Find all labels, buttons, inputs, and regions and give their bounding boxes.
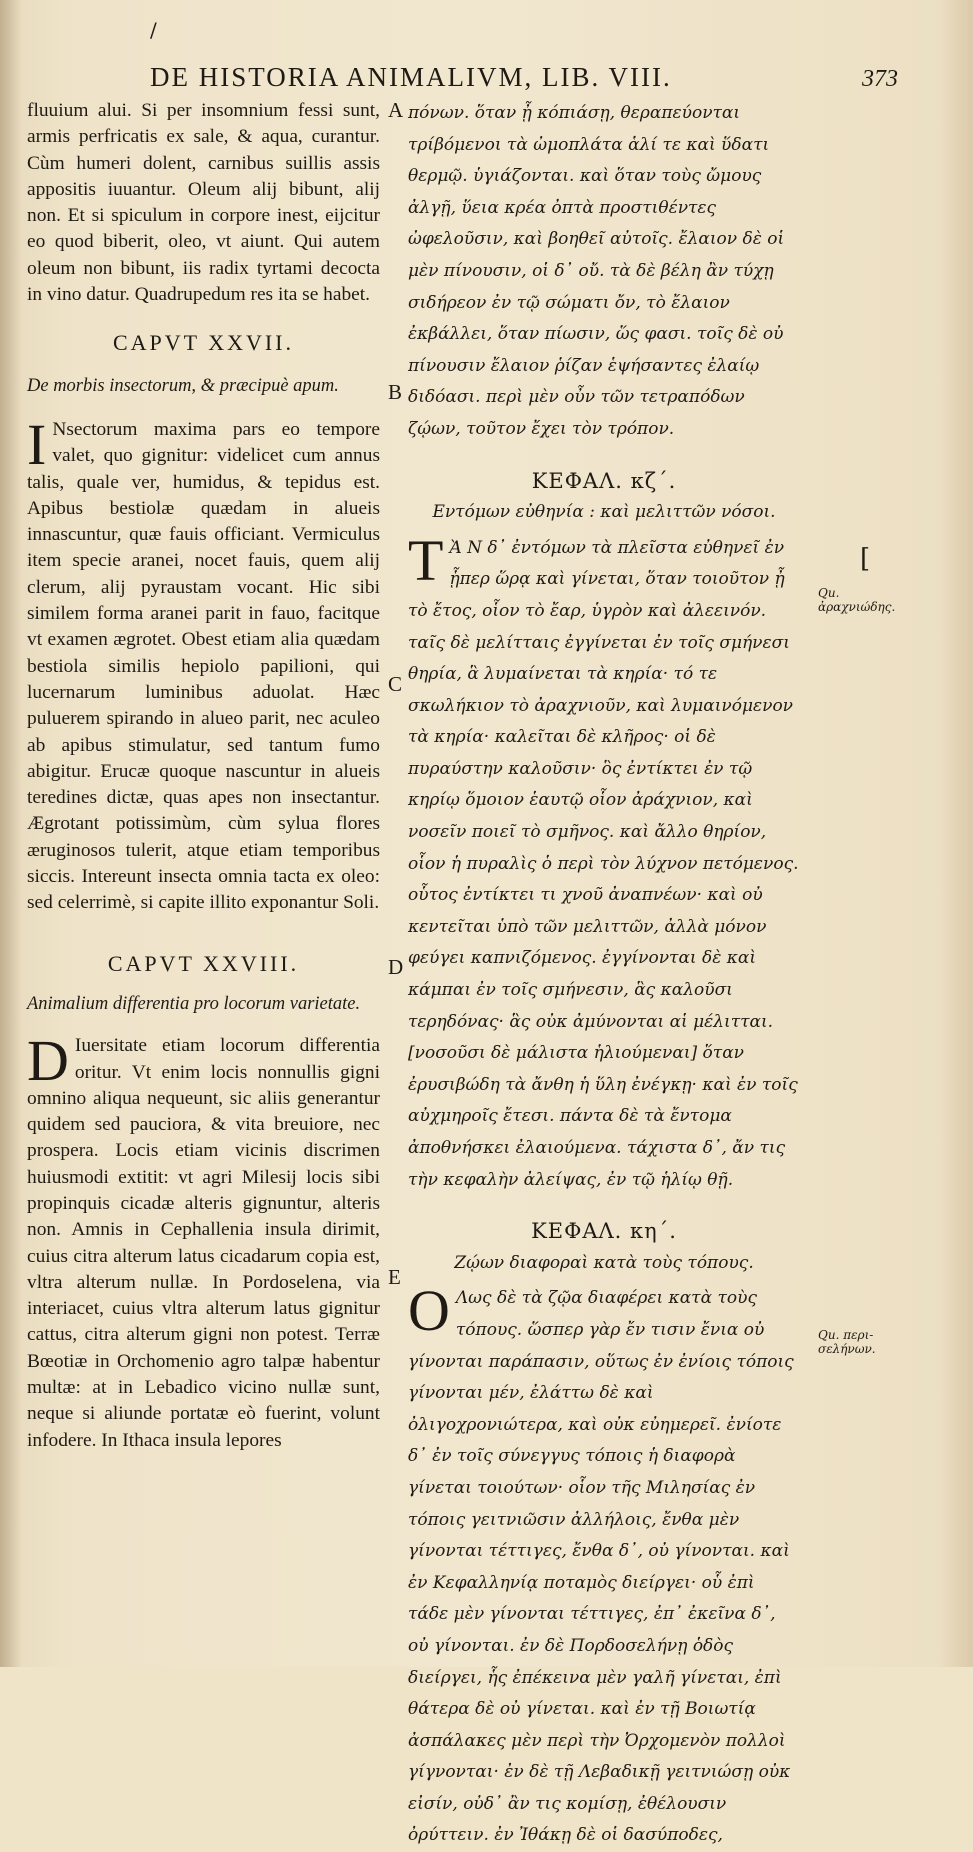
section-letter-a: A xyxy=(388,98,404,122)
section-letter-b: B xyxy=(388,380,403,404)
section-letter-c: C xyxy=(388,672,403,696)
greek-paragraph: Ο Λως δὲ τὰ ζῷα διαφέρει κατὰ τοὺς τόπους. ὥσπερ γὰρ ἔν τισιν ἔνια οὐ γίνονται παράπασιν, οὕτως ἐν ἐνίοις τόποις γίνονται μέν, ἐλάττω δὲ καὶ ὀλιγοχρονιώτερα, καὶ οὐκ εὐημερεῖ. ἐνίοτε δ᾽ ἐν τοῖς σύνεγγυς τόποις ἡ διαφορὰ γίνεται τοιούτων· οἷον τῆς Μιλησίας ἐν τόποις γειτνιῶσιν ἀλλήλοις, ἔνθα μὲν γίνονται τέττιγες, ἔνθα δ᾽, οὐ γίνονται. καὶ ἐν Κεφαλληνίᾳ ποταμὸς διείργει· οὗ ἐπὶ τάδε μὲν γίνονται τέττιγες, ἐπ᾽ ἐκεῖνα δ᾽, οὐ γίνονται. ἐν δὲ Πορδοσελήνῃ ὁδὸς διείργει, ἧς ἐπέκεινα μὲν γαλῆ γίνεται, ἐπὶ θάτερα δὲ οὐ γίνεται. καὶ ἐν τῇ Βοιωτίᾳ ἀσπάλακες μὲν περὶ τὴν Ὀρχομενὸν πολλοὶ γίγνονται· ἐν δὲ τῇ Λεβαδικῇ γειτνιώσῃ οὐκ εἰσίν, οὐδ᾽ ἂν τις κομίσῃ, ἐθέλουσιν ὀρύττειν. ἐν Ἰθάκῃ δὲ οἱ δασύποδες, xyxy=(408,1278,794,1846)
latin-paragraph: D Iuersitate etiam locorum differentia oritur. Vt enim locis nonnullis gigni omnino aliqua nequeunt, sic aliis generantur quidem sed pauciora, & vita breuiore, nec prospera. Locis etiam vicinis discrimen huiusmodi extitit: vt agri Milesij locis sibi propinquis cicadæ alteris gignuntur, alteris non. Amnis in Cephallenia insula dirimit, cuius citra alterum latus cicadarum copia est, vltra alterum nullæ. In Pordoselena, via interiacet, cuius vltra alterum latus gignitur cattus, citra alterum gigni non potest. Terræ Bœotiæ in Orchomenio agro talpæ habentur multæ: at in Lebadico vicino nullæ sunt, neque si aliunde portatæ eò fuerint, volunt infodere. In Ithaca insula lepores xyxy=(27,1028,380,1451)
latin-paragraph: fluuium alui. Si per insomnium fessi sunt, armis perfricatis ex sale, & aqua, curantur. Cùm humeri dolent, carnibus suillis assis appositis iuuantur. Oleum alij bibunt, alij non. Et si spiculum in corpore inest, eijcitur eo quod biberit, oleo, vt aiunt. Qui autem oleum non bibunt, iis radix tyrtami decocta in vino datur. Quadrupedum res ita se habet. xyxy=(27,100,380,306)
page-edge-stain xyxy=(937,0,973,1667)
section-letter-e: E xyxy=(388,1265,401,1289)
section-letter-d: D xyxy=(388,955,404,979)
marginal-note: Qu. περι-σελήνων. xyxy=(818,1328,876,1356)
drop-cap: Ο xyxy=(408,1278,450,1344)
binding-shadow xyxy=(0,0,22,1667)
chapter-heading: CAPVT XXVIII. xyxy=(107,950,300,976)
greek-chapter-heading: ΚΕΦΑΛ. κη´. xyxy=(531,1219,677,1244)
greek-chapter-heading: ΚΕΦΑΛ. κζ´. xyxy=(531,468,677,493)
greek-paragraph: Τ Ὰ Ν δ᾽ ἐντόμων τὰ πλεῖστα εὐθηνεῖ ἐν ᾗπερ ὥρᾳ καὶ γίνεται, ὅταν τοιοῦτον ᾖ τὸ ἔτος, οἷον τὸ ἔαρ, ὑγρὸν καὶ ἀλεεινόν. ταῖς δὲ μελίτταις ἐγγίνεται ἐν τοῖς σμήνεσι θηρία, ἃ λυμαίνεται τὰ κηρία· τό τε σκωλήκιον τὸ ἀραχνιοῦν, καὶ λυμαινόμενον τὰ κηρία· καλεῖται δὲ κλῆρος· οἱ δὲ πυραύστην καλοῦσιν· ὃς ἐντίκτει ἐν τῷ κηρίῳ ὅμοιον ἑαυτῷ οἷον ἀράχνιον, καὶ νοσεῖν ποιεῖ τὸ σμῆνος. καὶ ἄλλο θηρίον, οἷον ἡ πυραλὶς ὁ περὶ τὸν λύχνον πετόμενος. οὗτος ἐντίκτει τι χνοῦ ἀναπνέων· καὶ οὐ κεντεῖται ὑπὸ τῶν μελιττῶν, ἀλλὰ μόνον φεύγει καπνιζόμενος. ἐγγίνονται δὲ καὶ κάμπαι ἐν τοῖς σμήνεσιν, ἃς καλοῦσι τερηδόνας· ἃς οὐκ ἀμύνονται αἱ μέλιτται. [νοσοῦσι δὲ μάλιστα ἡλιούμεναι] ὅταν ἐρυσιβώδη τὰ ἄνθη ἡ ὕλη ἐνέγκῃ· καὶ ἐν τοῖς αὐχμηροῖς ἔτεσι. πάντα δὲ τὰ ἔντομα ἀποθνήσκει ἐλαιούμενα. τάχιστα δ᾽, ἄν τις τὴν κεφαλὴν ἀλείψας, ἐν τῷ ἡλίῳ θῇ. xyxy=(408,527,799,1190)
chapter-heading: CAPVT XXVII. xyxy=(112,330,295,356)
greek-paragraph: πόνων. ὅταν ᾖ κόπιάσῃ, θεραπεύονται τρίβόμενοι τὰ ὠμοπλάτα ἁλί τε καὶ ὕδατι θερμῷ. ὑγιάζονται. καὶ ὅταν τοὺς ὤμους ἀλγῇ, ὕεια κρέα ὀπτὰ προστιθέντες ὠφελοῦσιν, καὶ βοηθεῖ αὐτοῖς. ἔλαιον δὲ οἱ μὲν πίνουσιν, οἱ δ᾽ οὔ. τὰ δὲ βέλη ἂν τύχῃ σιδήρεον ἐν τῷ σώματι ὄν, τὸ ἔλαιον ἐκβάλλει, ὅταν πίωσιν, ὥς φασι. τοῖς δὲ οὐ πίνουσιν ἔλαιον ῥίζαν ἑψήσαντες ἐλαίῳ διδόασι. περὶ μὲν οὖν τῶν τετραπόδων ζῴων, τοῦτον ἔχει τὸν τρόπον. xyxy=(408,103,785,439)
greek-column xyxy=(408,98,800,1852)
latin-paragraph: I Nsectorum maxima pars eo tempore valet, quo gignitur: videlicet cum annus talis, quale ver, humidus, & tepidus est. Apibus bestiolæ quædam in alueis innascuntur, quæ fauis officiant. Vermiculus item specie aranei, nocet fauis, quem alij clerum, alij pyraustam vocant. Hic sibi similem forma aranei parit in fauo, facitque vt examen ægrotet. Obest etiam alia quædam bestiola similis hepiolo papilioni, qui lucernarum luminibus aduolat. Hæc puluerem spirando in alueo parit, nec aculeo ab apibus stimulatur, sed tantum fumo abigitur. Erucæ quoque nascuntur in alueis teredines dictæ, quas apes non insectantur. Ægrotant potissimùm, cùm sylua flores æruginosos tulerit, atque etiam temporibus siccis. Intereunt insecta omnia tacta ex oleo: sed celerrimè, si capite illito exponantur Soli. xyxy=(27,411,380,914)
drop-cap: I xyxy=(27,411,47,477)
drop-cap: D xyxy=(27,1028,69,1094)
marginal-note: Qu. ἀραχνιώδης. xyxy=(818,586,896,614)
greek-chapter-title: Ζῴων διαφοραὶ κατὰ τοὺς τόπους. xyxy=(454,1252,754,1273)
handwritten-bracket-mark: [ xyxy=(860,544,871,574)
pen-tick-mark: / xyxy=(150,18,157,42)
page-number: 373 xyxy=(862,66,898,92)
greek-chapter-title: Εντόμων εὐθηνία : καὶ μελιττῶν νόσοι. xyxy=(432,502,776,523)
chapter-title: De morbis insectorum, & præcipuè apum. xyxy=(27,375,339,396)
drop-cap: Τ xyxy=(408,527,444,593)
running-head: DE HISTORIA ANIMALIVM, LIB. VIII. xyxy=(150,62,672,92)
latin-column xyxy=(27,98,380,1454)
chapter-title: Animalium differentia pro locorum varietate. xyxy=(27,993,361,1014)
